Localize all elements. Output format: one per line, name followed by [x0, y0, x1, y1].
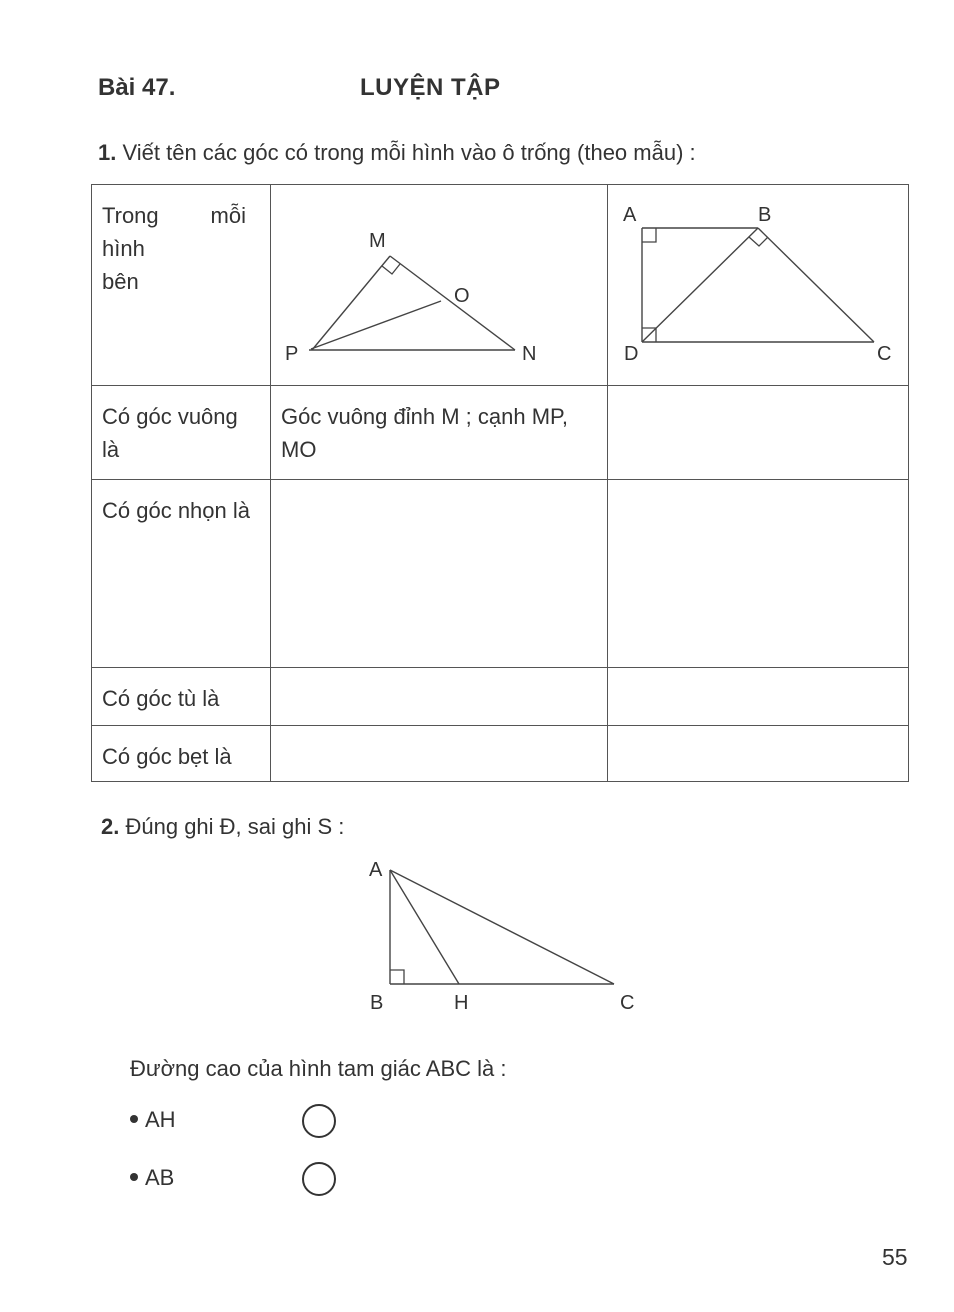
segment-po — [311, 301, 441, 349]
row-right-angle — [92, 386, 909, 480]
answer-cell-figure-1[interactable] — [271, 726, 608, 782]
exercise-2-text: Đúng ghi Đ, sai ghi S : — [125, 814, 345, 839]
option-label: AB — [145, 1165, 175, 1190]
segment-ac — [390, 870, 614, 984]
bullet-icon — [130, 1115, 138, 1123]
row-label: Có góc nhọn là — [102, 498, 250, 523]
label-n: N — [522, 343, 537, 365]
row-obtuse-angle — [92, 668, 909, 726]
label-c: C — [877, 343, 892, 365]
lesson-number: Bài 47. — [98, 74, 176, 101]
row-label-cell — [92, 480, 271, 668]
label-c: C — [620, 992, 635, 1014]
option-ab — [130, 1165, 174, 1191]
triangle-abc-figure — [360, 850, 650, 1020]
altitude-question: Đường cao của hình tam giác ABC là : — [130, 1056, 507, 1081]
label-h: H — [454, 992, 469, 1014]
option-ah — [130, 1107, 176, 1133]
label-b: B — [758, 204, 772, 226]
answer-cell-figure-2[interactable] — [608, 668, 909, 726]
answer-cell-figure-2[interactable] — [608, 726, 909, 782]
answer-text — [608, 386, 908, 400]
row-acute-angle — [92, 480, 909, 668]
answer-circle-ah[interactable] — [302, 1104, 336, 1138]
segment-bd — [642, 228, 758, 342]
exercise-2-prompt — [101, 814, 344, 840]
row-label-cell — [92, 386, 271, 480]
bullet-icon — [130, 1173, 138, 1181]
exercise-1-text: Viết tên các góc có trong mỗi hình vào ô trống (theo mẫu) : — [122, 140, 696, 165]
lesson-title: LUYỆN TẬP — [360, 74, 501, 101]
header-label-line1: Trong mỗi hình — [102, 203, 246, 261]
row-label: Có góc tù là — [102, 686, 220, 711]
right-angle-mark-a — [642, 228, 656, 242]
answer-cell-figure-2[interactable] — [608, 480, 909, 668]
label-a: A — [623, 204, 637, 226]
label-o: O — [454, 285, 470, 307]
triangle-mpn-figure — [271, 185, 608, 379]
answer-text — [271, 480, 607, 494]
label-m: M — [369, 230, 386, 252]
exercise-1-prompt — [98, 140, 696, 166]
header-label — [92, 185, 270, 298]
page-number: 55 — [882, 1244, 908, 1270]
figures-row — [92, 185, 909, 386]
segment-bc — [758, 228, 874, 342]
figure-1-cell — [271, 185, 608, 386]
label-p: P — [285, 343, 299, 365]
option-label: AH — [145, 1107, 176, 1132]
quadrilateral-abcd-figure — [608, 185, 909, 379]
figure-2-cell — [608, 185, 909, 386]
right-angle-mark-b — [749, 237, 768, 246]
row-label-cell — [92, 668, 271, 726]
right-angle-mark-m — [382, 264, 400, 274]
segment-mp — [312, 256, 390, 350]
exercise-1-number: 1. — [98, 140, 117, 165]
row-label: Có góc bẹt là — [102, 744, 232, 769]
answer-cell-figure-1[interactable] — [271, 668, 608, 726]
header-label-cell — [92, 185, 271, 386]
answer-circle-ab[interactable] — [302, 1162, 336, 1196]
row-label: Có góc vuông là — [102, 404, 238, 462]
label-d: D — [624, 343, 639, 365]
row-label-cell — [92, 726, 271, 782]
label-a: A — [369, 859, 383, 881]
exercise-2-number: 2. — [101, 814, 120, 839]
right-angle-mark-b — [390, 970, 404, 984]
row-straight-angle — [92, 726, 909, 782]
angles-table — [91, 184, 909, 782]
answer-text — [608, 726, 908, 740]
answer-cell-figure-1[interactable] — [271, 386, 608, 480]
sample-answer: Góc vuông đỉnh M ; cạnh MP, MO — [281, 404, 568, 462]
answer-text — [271, 726, 607, 740]
segment-mn — [390, 256, 515, 350]
answer-text — [608, 668, 908, 682]
answer-cell-figure-2[interactable] — [608, 386, 909, 480]
answer-text — [608, 480, 908, 494]
label-b: B — [370, 992, 384, 1014]
answer-text — [271, 668, 607, 682]
header-label-line2: bên — [102, 269, 139, 294]
answer-cell-figure-1[interactable] — [271, 480, 608, 668]
